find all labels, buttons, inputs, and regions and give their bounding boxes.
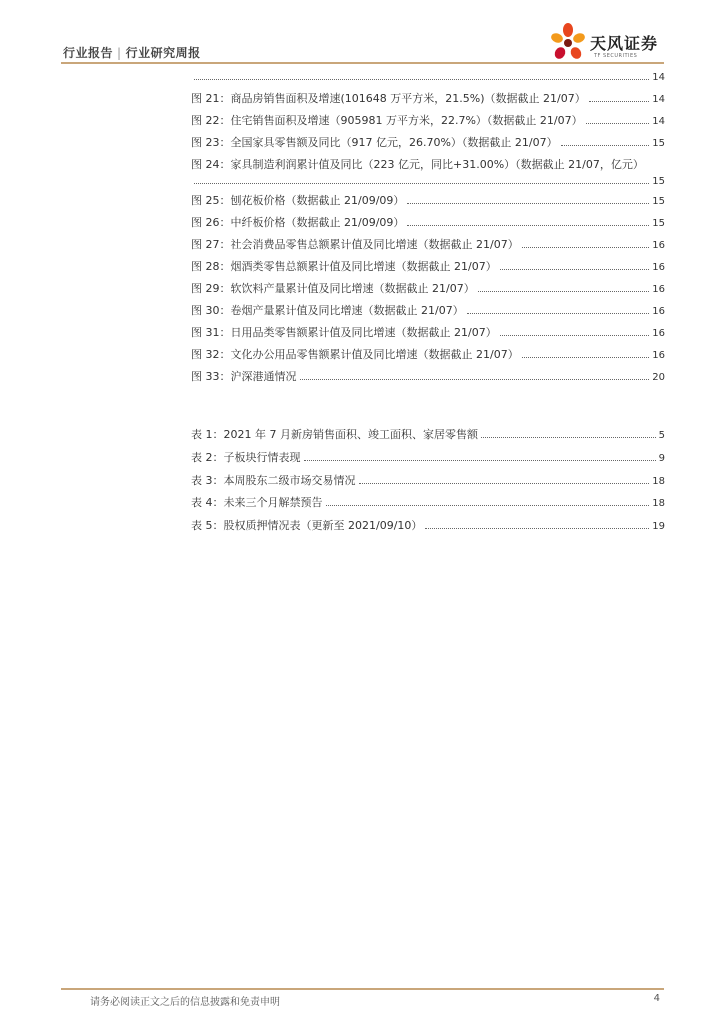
toc-figure-entry-page: 20 xyxy=(652,372,665,383)
logo-subtitle: TF SECURITIES xyxy=(594,53,638,59)
toc-table-entry-label: 表 5：股权质押情况表（更新至 2021/09/10） xyxy=(191,519,423,532)
toc-table-entry-page: 18 xyxy=(652,498,665,509)
toc-figure-entry-page: 16 xyxy=(652,350,665,361)
toc-figure-entry[interactable] xyxy=(191,173,665,189)
header-separator: | xyxy=(117,46,122,60)
toc-leader-dots xyxy=(359,473,650,484)
toc-figure-entry-label: 图 22：住宅销售面积及增速（905981 万平方米，22.7%）（数据截止 21/07） xyxy=(191,114,583,127)
toc-figure-entry-label: 图 23：全国家具零售额及同比（917 亿元，26.70%）（数据截止 21/07） xyxy=(191,136,558,149)
toc-table-entry[interactable] xyxy=(191,495,665,511)
toc-figure-entry-label: 图 24：家具制造利润累计值及同比（223 亿元，同比+31.00%）（数据截止 21/07，亿元） xyxy=(191,158,644,171)
toc-figure-entry[interactable] xyxy=(191,215,665,231)
toc-figure-entry-page: 14 xyxy=(652,94,665,105)
toc-figure-entry-page: 15 xyxy=(652,138,665,149)
toc-figure-entry-page: 16 xyxy=(652,240,665,251)
toc-figure-entry[interactable] xyxy=(191,347,665,363)
toc-figure-entry[interactable] xyxy=(191,237,665,253)
toc-figure-entry-page: 14 xyxy=(652,116,665,127)
toc-figure-entry[interactable] xyxy=(191,369,665,385)
toc-leader-dots xyxy=(304,450,656,461)
header-divider xyxy=(61,62,664,64)
toc-table-entry-label: 表 3：本周股东二级市场交易情况 xyxy=(191,474,356,487)
toc-figure-entry-label: 图 28：烟酒类零售总额累计值及同比增速（数据截止 21/07） xyxy=(191,260,497,273)
toc-leader-dots xyxy=(326,495,650,506)
flower-logo-icon xyxy=(548,22,588,64)
toc-table-entry-label: 表 1：2021 年 7 月新房销售面积、竣工面积、家居零售额 xyxy=(191,428,478,441)
toc-figure-entry[interactable] xyxy=(191,281,665,297)
toc-figure-entry-label: 图 26：中纤板价格（数据截止 21/09/09） xyxy=(191,216,405,229)
toc-figure-entry-label: 图 31：日用品类零售额累计值及同比增速（数据截止 21/07） xyxy=(191,326,497,339)
toc-figure-entry-label: 图 33：沪深港通情况 xyxy=(191,370,297,383)
toc-figure-entry[interactable] xyxy=(191,69,665,85)
toc-table-entry-label: 表 4：未来三个月解禁预告 xyxy=(191,496,323,509)
toc-table-entry[interactable] xyxy=(191,450,665,466)
toc-figure-entry[interactable] xyxy=(191,193,665,209)
toc-leader-dots xyxy=(586,113,650,124)
footer-divider xyxy=(61,988,664,990)
footer-page-number: 4 xyxy=(653,993,660,1004)
toc-figure-entry[interactable] xyxy=(191,91,665,107)
toc-table-entry-label: 表 2：子板块行情表现 xyxy=(191,451,301,464)
company-logo xyxy=(548,22,666,64)
toc-leader-dots xyxy=(300,369,650,380)
toc-leader-dots xyxy=(522,347,650,358)
toc-leader-dots xyxy=(481,427,656,438)
report-subtype: 行业研究周报 xyxy=(125,46,201,60)
toc-table-entry-page: 18 xyxy=(652,476,665,487)
toc-figure-entry[interactable] xyxy=(191,135,665,151)
toc-leader-dots xyxy=(500,325,650,336)
toc-figure-entry-page: 16 xyxy=(652,328,665,339)
toc-leader-dots xyxy=(407,193,649,204)
toc-leader-dots xyxy=(561,135,650,146)
toc-leader-dots xyxy=(467,303,650,314)
toc-leader-dots xyxy=(194,173,649,184)
toc-table-entry-page: 9 xyxy=(658,453,665,464)
toc-leader-dots xyxy=(425,518,649,529)
toc-figure-entry-label: 图 32：文化办公用品零售额累计值及同比增速（数据截止 21/07） xyxy=(191,348,519,361)
toc-leader-dots xyxy=(407,215,649,226)
toc-figure-entry[interactable] xyxy=(191,303,665,319)
toc-figure-entry-page: 15 xyxy=(652,176,665,187)
toc-figure-entry-label: 图 25：刨花板价格（数据截止 21/09/09） xyxy=(191,194,405,207)
toc-table-entry[interactable] xyxy=(191,518,665,534)
toc-figure-entry-page: 15 xyxy=(652,218,665,229)
toc-figure-entry[interactable] xyxy=(191,157,665,173)
toc-figure-entry-label: 图 30：卷烟产量累计值及同比增速（数据截止 21/07） xyxy=(191,304,464,317)
toc-leader-dots xyxy=(589,91,650,102)
toc-figure-entry-label: 图 21：商品房销售面积及增速(101648 万平方米，21.5%)（数据截止 21/07） xyxy=(191,92,586,105)
toc-leader-dots xyxy=(500,259,650,270)
toc-figure-entry-label: 图 27：社会消费品零售总额累计值及同比增速（数据截止 21/07） xyxy=(191,238,519,251)
toc-figure-entry-page: 16 xyxy=(652,284,665,295)
toc-table-entry[interactable] xyxy=(191,427,665,443)
toc-table-entry-page: 5 xyxy=(658,430,665,441)
toc-leader-dots xyxy=(522,237,650,248)
toc-table-entry-page: 19 xyxy=(652,521,665,532)
toc-leader-dots xyxy=(194,69,649,80)
footer-disclaimer: 请务必阅读正文之后的信息披露和免责申明 xyxy=(90,997,280,1008)
toc-figure-entry-page: 16 xyxy=(652,262,665,273)
toc-figure-entry-page: 16 xyxy=(652,306,665,317)
toc-figure-entry[interactable] xyxy=(191,259,665,275)
logo-wordmark: 天风证券 xyxy=(590,34,659,53)
toc-table-entry[interactable] xyxy=(191,473,665,489)
report-header xyxy=(63,44,201,61)
toc-figure-entry[interactable] xyxy=(191,113,665,129)
toc-figure-entry[interactable] xyxy=(191,325,665,341)
toc-figure-entry-page: 14 xyxy=(652,72,665,83)
toc-figure-entry-label: 图 29：软饮料产量累计值及同比增速（数据截止 21/07） xyxy=(191,282,475,295)
toc-figure-entry-page: 15 xyxy=(652,196,665,207)
toc-leader-dots xyxy=(478,281,650,292)
report-type: 行业报告 xyxy=(63,46,114,60)
